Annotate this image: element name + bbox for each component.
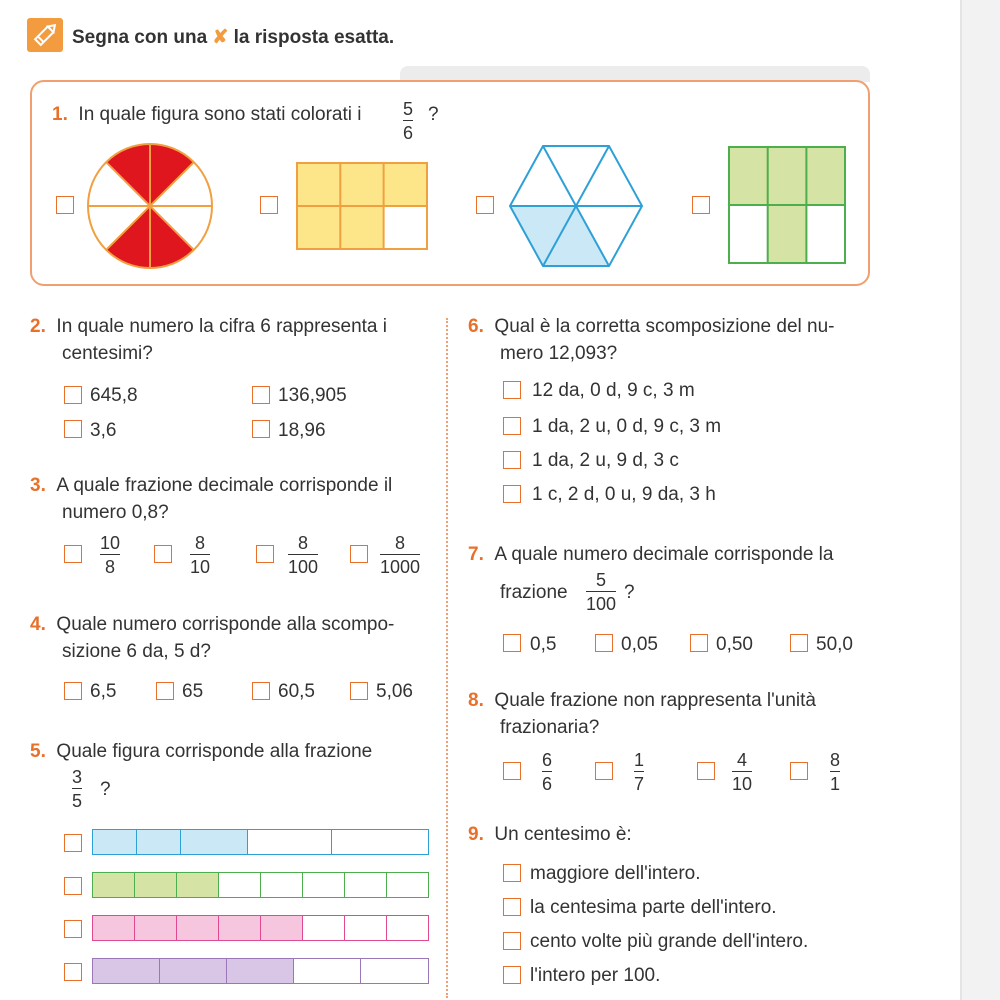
q9-checkbox-2[interactable] (503, 898, 521, 916)
q5-bar-pink (92, 915, 429, 941)
q5-checkbox-3[interactable] (64, 920, 82, 938)
q3-checkbox-2[interactable] (154, 545, 172, 563)
question-6-line2: mero 12,093? (500, 343, 618, 364)
q9-checkbox-3[interactable] (503, 932, 521, 950)
q5-checkbox-2[interactable] (64, 877, 82, 895)
q8-checkbox-4[interactable] (790, 762, 808, 780)
q6-option-3: 1 da, 2 u, 9 d, 3 c (532, 450, 679, 471)
q5-checkbox-1[interactable] (64, 834, 82, 852)
question-1-text: 1. In quale figura sono stati colorati i (52, 104, 362, 125)
q2-option-3: 3,6 (90, 420, 117, 441)
q6-option-2: 1 da, 2 u, 0 d, 9 c, 3 m (532, 416, 722, 437)
q4-option-2: 65 (182, 681, 204, 702)
q6-checkbox-2[interactable] (503, 417, 521, 435)
q7-option-1: 0,5 (530, 634, 557, 655)
question-4-line2: sizione 6 da, 5 d? (62, 641, 211, 662)
q8-option-3: 4 10 (732, 750, 753, 794)
q3-checkbox-4[interactable] (350, 545, 368, 563)
q4-checkbox-3[interactable] (252, 682, 270, 700)
q5-checkbox-4[interactable] (64, 963, 82, 981)
q2-checkbox-3[interactable] (64, 420, 82, 438)
q4-checkbox-4[interactable] (350, 682, 368, 700)
question-8-line1: 8. Quale frazione non rappresenta l'unità (468, 690, 816, 711)
q1-square-figure (728, 146, 846, 264)
q7-option-4: 50,0 (816, 634, 853, 655)
q2-checkbox-4[interactable] (252, 420, 270, 438)
q9-option-3: cento volte più grande dell'intero. (530, 931, 809, 952)
q7-checkbox-3[interactable] (690, 634, 708, 652)
q1-checkbox-1[interactable] (56, 196, 74, 214)
q2-option-4: 18,96 (278, 420, 326, 441)
q3-option-4: 8 1000 (380, 533, 421, 577)
q3-checkbox-3[interactable] (256, 545, 274, 563)
question-7-line1: 7. A quale numero decimale corrisponde la (468, 544, 834, 565)
q5-bar-green (92, 872, 429, 898)
q6-checkbox-1[interactable] (503, 381, 521, 399)
q3-option-3: 8 100 (288, 533, 319, 577)
instruction: Segna con una ✘ la risposta esatta. (72, 27, 395, 48)
q7-fraction: 5 100 (586, 570, 617, 614)
q4-checkbox-1[interactable] (64, 682, 82, 700)
q7-checkbox-2[interactable] (595, 634, 613, 652)
question-2-line2: centesimi? (62, 343, 153, 364)
x-mark-icon: ✘ (212, 27, 229, 48)
q7-option-3: 0,50 (716, 634, 753, 655)
q7-question-mark: ? (624, 582, 635, 603)
q1-hexagon-figure (508, 144, 644, 268)
q8-option-4: 8 1 (830, 750, 841, 794)
q7-checkbox-1[interactable] (503, 634, 521, 652)
pencil-icon (27, 18, 63, 52)
q8-option-2: 1 7 (634, 750, 645, 794)
q7-option-2: 0,05 (621, 634, 658, 655)
q7-checkbox-4[interactable] (790, 634, 808, 652)
question-3-line2: numero 0,8? (62, 502, 169, 523)
q1-rectangle-figure (296, 162, 428, 250)
question-6-line1: 6. Qual è la corretta scomposizione del nu- (468, 316, 835, 337)
q5-bar-purple (92, 958, 429, 984)
question-9-line1: 9. Un centesimo è: (468, 824, 632, 845)
q2-option-2: 136,905 (278, 385, 347, 406)
page-margin (962, 0, 1000, 1000)
question-5-line1: 5. Quale figura corrisponde alla frazione (30, 741, 373, 762)
q1-circle-figure (84, 142, 216, 270)
q2-checkbox-1[interactable] (64, 386, 82, 404)
question-4-line1: 4. Quale numero corrisponde alla scompo- (30, 614, 395, 635)
question-8-line2: frazionaria? (500, 717, 600, 738)
q9-checkbox-1[interactable] (503, 864, 521, 882)
q5-question-mark: ? (100, 779, 111, 800)
q9-checkbox-4[interactable] (503, 966, 521, 984)
q8-checkbox-2[interactable] (595, 762, 613, 780)
q6-checkbox-3[interactable] (503, 451, 521, 469)
q9-option-1: maggiore dell'intero. (530, 863, 701, 884)
question-7-line2: frazione (500, 582, 568, 603)
q3-option-2: 8 10 (190, 533, 211, 577)
q1-question-mark: ? (428, 104, 439, 125)
q4-option-4: 5,06 (376, 681, 413, 702)
q3-option-1: 10 8 (100, 533, 121, 577)
q6-checkbox-4[interactable] (503, 485, 521, 503)
q8-checkbox-1[interactable] (503, 762, 521, 780)
q2-checkbox-2[interactable] (252, 386, 270, 404)
q5-bar-blue (92, 829, 429, 855)
q1-checkbox-2[interactable] (260, 196, 278, 214)
question-2-line1: 2. In quale numero la cifra 6 rappresenta i (30, 316, 388, 337)
column-divider (446, 318, 448, 998)
q4-option-3: 60,5 (278, 681, 315, 702)
q5-fraction: 3 5 (72, 767, 83, 811)
q2-option-1: 645,8 (90, 385, 138, 406)
q8-checkbox-3[interactable] (697, 762, 715, 780)
q1-fraction: 5 6 (403, 99, 414, 143)
q9-option-2: la centesima parte dell'intero. (530, 897, 777, 918)
question-3-line1: 3. A quale frazione decimale corrisponde il (30, 475, 393, 496)
q6-option-1: 12 da, 0 d, 9 c, 3 m (532, 380, 695, 401)
q8-option-1: 6 6 (542, 750, 553, 794)
q4-option-1: 6,5 (90, 681, 117, 702)
q1-checkbox-4[interactable] (692, 196, 710, 214)
q6-option-4: 1 c, 2 d, 0 u, 9 da, 3 h (532, 484, 716, 505)
q3-checkbox-1[interactable] (64, 545, 82, 563)
q4-checkbox-2[interactable] (156, 682, 174, 700)
q9-option-4: l'intero per 100. (530, 965, 661, 986)
q1-checkbox-3[interactable] (476, 196, 494, 214)
